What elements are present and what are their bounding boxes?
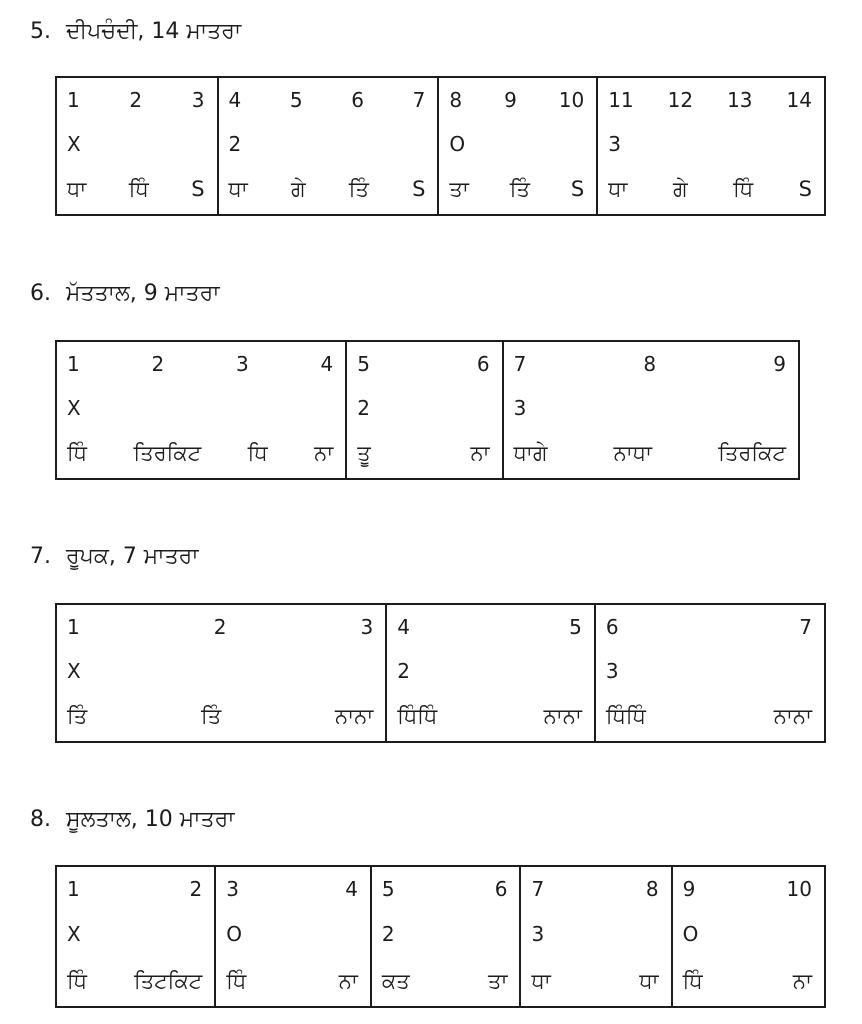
- bols-row: [683, 968, 812, 994]
- beat-number: 6: [476, 352, 490, 376]
- bol-syllable: ਧਿੰ: [226, 968, 247, 993]
- beat-number: 8: [643, 352, 657, 376]
- bol-syllable: ਧਿੰ: [67, 440, 87, 465]
- vibhag-cell: [214, 867, 370, 1006]
- bol-syllable: ਧਿੰ: [733, 176, 754, 201]
- bol-syllable: ਧਾ: [531, 968, 551, 993]
- taal-8-heading: [30, 806, 235, 835]
- vibhag-cell: [671, 867, 824, 1006]
- clap-symbol: 2: [397, 658, 410, 683]
- clap-symbol-row: [67, 132, 205, 156]
- taal-6-heading: [30, 280, 220, 309]
- vibhag-cell: [594, 605, 824, 741]
- taal-number: 7.: [30, 544, 51, 569]
- beat-number: 7: [513, 352, 527, 376]
- beat-number: 2: [189, 877, 203, 901]
- taal-title-text: ਮੱਤਤਾਲ, 9 ਮਾਤਰਾ: [66, 281, 220, 306]
- beat-number: 2: [151, 352, 165, 376]
- bol-syllable: ਧਿੰ: [682, 968, 703, 993]
- beat-number: 9: [682, 877, 696, 901]
- bols-row: [226, 968, 358, 994]
- taal-7-heading: [30, 543, 199, 572]
- beat-numbers-row: [67, 877, 202, 901]
- clap-symbol: 2: [381, 922, 395, 947]
- beat-number: 6: [351, 88, 365, 112]
- beat-number: 3: [360, 615, 374, 639]
- bol-syllable: ਤਿੰ: [509, 176, 530, 201]
- clap-symbol-row: [226, 922, 358, 946]
- beat-numbers-row: [67, 352, 333, 376]
- bol-syllable: S: [412, 176, 426, 201]
- clap-symbol-row: [608, 132, 812, 156]
- taal-6-notation-table: [55, 340, 800, 480]
- beat-number: 3: [236, 352, 249, 376]
- bol-syllable: ਧਾ: [228, 176, 248, 201]
- beat-numbers-row: [683, 877, 812, 901]
- taal-5-notation-table: [55, 76, 826, 216]
- vibhag-cell: [596, 78, 824, 214]
- bols-row: [382, 968, 508, 994]
- bol-syllable: ਧਿੰਧਿੰ: [605, 703, 646, 728]
- bols-row: [67, 176, 205, 202]
- beat-number: 4: [228, 88, 242, 112]
- taal-title-text: ਦੀਪਚੰਦੀ, 14 ਮਾਤਰਾ: [66, 19, 242, 44]
- taal-title-text: ਸੂਲਤਾਲ, 10 ਮਾਤਰਾ: [66, 807, 235, 832]
- bol-syllable: ਧਿ: [247, 440, 268, 465]
- beat-numbers-row: [229, 88, 426, 112]
- bol-syllable: ਧਾ: [608, 176, 628, 201]
- beat-number: 5: [569, 615, 582, 639]
- clap-symbol-row: [397, 659, 582, 683]
- bol-syllable: ਨਾਨਾ: [335, 703, 374, 728]
- clap-symbol-row: [531, 922, 658, 946]
- taal-5-heading: [30, 18, 241, 47]
- vibhag-cell: [57, 78, 217, 214]
- bol-syllable: ਧਾਗੇ: [513, 440, 548, 465]
- bol-syllable: ਤਿਰਕਿਟ: [718, 440, 786, 465]
- bols-row: [608, 176, 812, 202]
- beat-numbers-row: [226, 877, 358, 901]
- beat-number: 1: [67, 877, 80, 901]
- beat-number: 13: [727, 88, 753, 112]
- bol-syllable: ਕਤ: [381, 968, 410, 993]
- bol-syllable: S: [798, 176, 812, 201]
- beat-numbers-row: [606, 615, 812, 639]
- beat-number: 1: [67, 615, 80, 639]
- vibhag-cell: [345, 342, 501, 478]
- taal-number: 6.: [30, 281, 51, 306]
- clap-symbol-row: [606, 659, 812, 683]
- beat-number: 11: [608, 88, 634, 112]
- beat-number: 10: [558, 88, 585, 112]
- vibhag-cell: [57, 867, 214, 1006]
- taal-7-notation-table: [55, 603, 826, 743]
- bols-row: [397, 703, 582, 729]
- bols-row: [67, 703, 373, 729]
- beat-number: 14: [786, 88, 812, 112]
- clap-symbol: 2: [357, 395, 370, 420]
- bols-row: [67, 968, 202, 994]
- clap-symbol: O: [226, 922, 242, 947]
- beat-numbers-row: [357, 352, 489, 376]
- beat-number: 9: [773, 352, 786, 376]
- beat-number: 5: [357, 352, 370, 376]
- bol-syllable: ਨਾਨਾ: [773, 703, 812, 728]
- bols-row: [514, 440, 786, 466]
- clap-symbol: O: [682, 922, 699, 947]
- clap-symbol: X: [67, 131, 81, 156]
- bol-syllable: ਨਾ: [314, 440, 334, 465]
- bol-syllable: ਤੂ: [357, 440, 371, 465]
- beat-number: 1: [67, 352, 80, 376]
- bols-row: [531, 968, 658, 994]
- beat-number: 6: [494, 877, 508, 901]
- beat-number: 4: [345, 877, 358, 901]
- bol-syllable: ਗੇ: [290, 176, 306, 201]
- beat-number: 8: [449, 88, 463, 112]
- beat-number: 7: [531, 877, 545, 901]
- bol-syllable: ਤਾ: [449, 176, 469, 201]
- clap-symbol-row: [449, 132, 584, 156]
- vibhag-cell: [502, 342, 798, 478]
- clap-symbol: X: [67, 922, 81, 947]
- beat-number: 4: [320, 352, 334, 376]
- beat-numbers-row: [531, 877, 658, 901]
- clap-symbol: O: [449, 131, 466, 156]
- bols-row: [357, 440, 489, 466]
- bol-syllable: ਤਾ: [488, 968, 508, 993]
- beat-number: 6: [605, 615, 619, 639]
- clap-symbol-row: [514, 396, 786, 420]
- clap-symbol: 3: [513, 395, 527, 420]
- bol-syllable: ਤਿਟਕਿਟ: [134, 968, 203, 993]
- clap-symbol-row: [357, 396, 489, 420]
- bol-syllable: ਤਿੰ: [201, 703, 222, 728]
- clap-symbol: 3: [605, 658, 619, 683]
- bol-syllable: ਨਾ: [792, 968, 812, 993]
- beat-numbers-row: [449, 88, 584, 112]
- beat-number: 10: [786, 877, 812, 901]
- vibhag-cell: [437, 78, 596, 214]
- bols-row: [449, 176, 584, 202]
- beat-numbers-row: [608, 88, 812, 112]
- beat-numbers-row: [67, 615, 373, 639]
- beat-number: 7: [799, 615, 812, 639]
- vibhag-cell: [217, 78, 438, 214]
- bol-syllable: ਧਾ: [67, 176, 87, 201]
- beat-number: 1: [67, 88, 80, 112]
- clap-symbol-row: [229, 132, 426, 156]
- beat-numbers-row: [67, 88, 205, 112]
- vibhag-cell: [57, 342, 345, 478]
- bols-row: [67, 440, 333, 466]
- bol-syllable: ਨਾਨਾ: [543, 703, 582, 728]
- bol-syllable: S: [570, 176, 585, 201]
- bol-syllable: ਨਾ: [338, 968, 358, 993]
- bol-syllable: ਧਿੰਧਿੰ: [397, 703, 438, 728]
- vibhag-cell: [385, 605, 594, 741]
- bol-syllable: ਨਾਧਾ: [613, 440, 652, 465]
- bol-syllable: ਧਿੰ: [67, 968, 87, 993]
- beat-number: 5: [381, 877, 395, 901]
- vibhag-cell: [57, 605, 385, 741]
- beat-number: 2: [213, 615, 227, 639]
- bol-syllable: ਤਿੰ: [67, 703, 88, 728]
- clap-symbol: 3: [608, 131, 621, 156]
- taal-title-text: ਰੂਪਕ, 7 ਮਾਤਰਾ: [66, 544, 199, 569]
- clap-symbol: X: [67, 395, 81, 420]
- beat-number: 7: [412, 88, 426, 112]
- clap-symbol: 3: [531, 922, 545, 947]
- beat-number: 3: [226, 877, 239, 901]
- beat-numbers-row: [382, 877, 508, 901]
- clap-symbol-row: [67, 396, 333, 420]
- vibhag-cell: [519, 867, 670, 1006]
- clap-symbol-row: [683, 922, 812, 946]
- bol-syllable: ਨਾ: [470, 440, 490, 465]
- bol-syllable: ਧਾ: [639, 968, 659, 993]
- clap-symbol-row: [67, 659, 373, 683]
- beat-numbers-row: [514, 352, 786, 376]
- vibhag-cell: [370, 867, 520, 1006]
- clap-symbol-row: [67, 922, 202, 946]
- taal-number: 8.: [30, 807, 51, 832]
- taal-number: 5.: [30, 19, 51, 44]
- beat-number: 4: [397, 615, 410, 639]
- beat-number: 9: [504, 88, 517, 112]
- beat-numbers-row: [397, 615, 582, 639]
- beat-number: 12: [667, 88, 694, 112]
- beat-number: 2: [129, 88, 143, 112]
- clap-symbol: X: [67, 658, 81, 683]
- clap-symbol: 2: [228, 131, 242, 156]
- bol-syllable: ਧਿੰ: [128, 176, 149, 201]
- bols-row: [606, 703, 812, 729]
- bol-syllable: ਤਿੰ: [348, 176, 369, 201]
- beat-number: 8: [645, 877, 659, 901]
- beat-number: 3: [191, 88, 205, 112]
- bols-row: [229, 176, 426, 202]
- bol-syllable: S: [191, 176, 205, 201]
- clap-symbol-row: [382, 922, 508, 946]
- bol-syllable: ਗੇ: [672, 176, 688, 201]
- beat-number: 5: [289, 88, 303, 112]
- taal-8-notation-table: [55, 865, 826, 1008]
- bol-syllable: ਤਿਰਕਿਟ: [133, 440, 202, 465]
